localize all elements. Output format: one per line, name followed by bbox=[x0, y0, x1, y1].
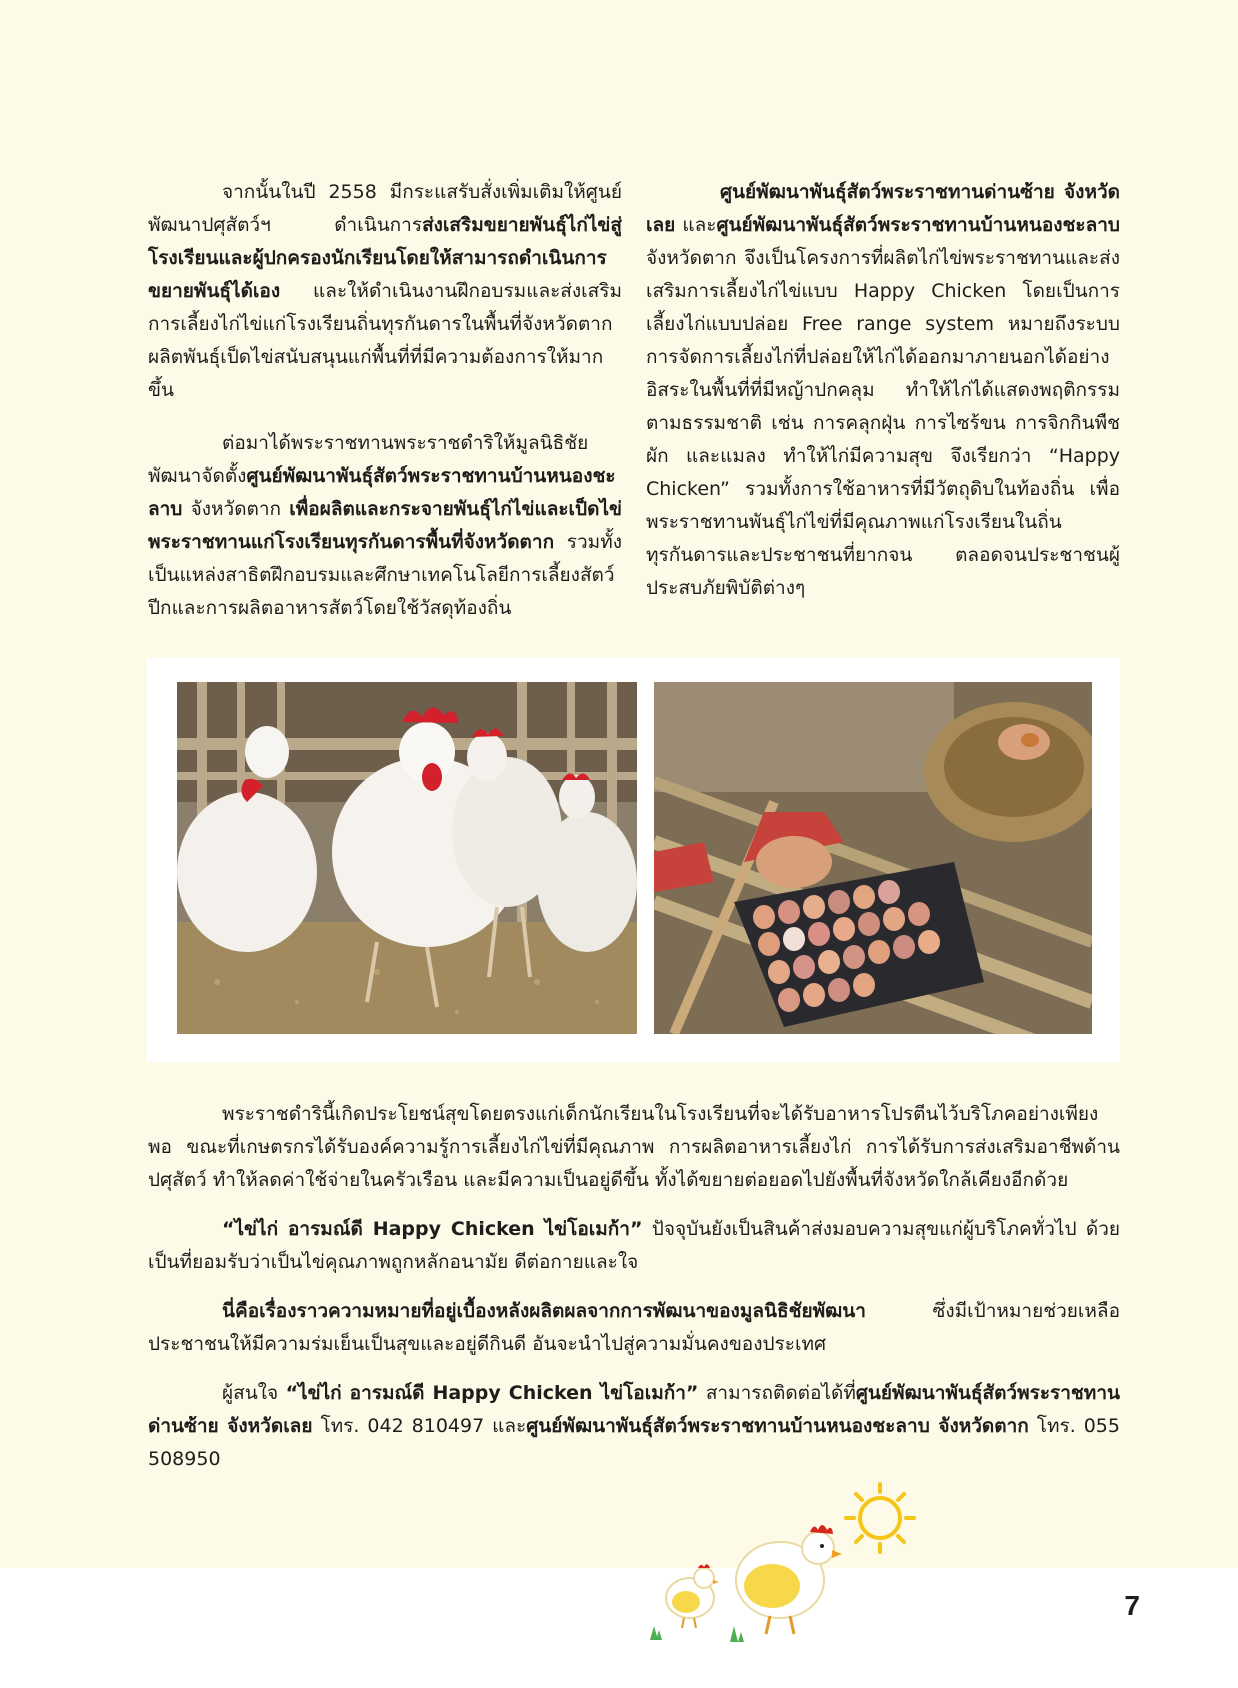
contact-paragraph: ผู้สนใจ “ไข่ไก่ อารมณ์ดี Happy Chicken ไข่โอเมก้า” สามารถติดต่อได้ที่ศูนย์พัฒนาพันธุ์สัตว์พระราชทานด่านซ้าย จังหวัดเลย โทร. 042 810497 และศูนย์พัฒนาพันธุ์สัตว์พระราชทานบ้านหนองชะลาบ จังหวัดตาก โทร. 055 508950 bbox=[148, 1382, 1120, 1470]
paragraph: ศูนย์พัฒนาพันธุ์สัตว์พระราชทานด่านซ้าย จังหวัดเลย และศูนย์พัฒนาพันธุ์สัตว์พระราชทานบ้านหนองชะลาบ จังหวัดตาก จึงเป็นโครงการที่ผลิตไก่ไข่พระราชทานและส่งเสริมการเลี้ยงไก่ไข่แบบ Happy Chicken โดยเป็นการเลี้ยงไก่แบบปล่อย Free range system หมายถึงระบบการจัดการเลี้ยงไก่ที่ปล่อยให้ไก่ได้ออกมาภายนอกได้อย่างอิสระในพื้นที่ที่มีหญ้าปกคลุม ทำให้ไก่ได้แสดงพฤติกรรมตามธรรมชาติ เช่น การคลุกฝุ่น การไซร้ขน การจิกกินพืช ผัก และแมลง ทำให้ไก่มีความสุข จึงเรียกว่า “Happy Chicken” รวมทั้งการใช้อาหารที่มีวัตถุดิบในท้องถิ่น เพื่อพระราชทานพันธุ์ไก่ไข่ที่มีคุณภาพแก่โรงเรียนในถิ่นทุรกันดารและประชาชนที่ยากจน ตลอดจนประชาชนผู้ประสบภัยพิบัติต่างๆ bbox=[646, 181, 1120, 599]
sun-icon bbox=[846, 1484, 914, 1552]
egg-tray-photo bbox=[654, 682, 1092, 1034]
paragraph: พระราชดำรินี้เกิดประโยชน์สุขโดยตรงแก่เด็กนักเรียนในโรงเรียนที่จะได้รับอาหารโปรตีนไว้บริโภคอย่างเพียงพอ ขณะที่เกษตรกรได้รับองค์ความรู้การเลี้ยงไก่ไข่ที่มีคุณภาพ การผลิตอาหารเลี้ยงไก่ การได้รับการส่งเสริมอาชีพด้านปศุสัตว์ ทำให้ลดค่าใช้จ่ายในครัวเรือน และมีความเป็นอยู่ดีขึ้น ทั้งได้ขยายต่อยอดไปยังพื้นที่จังหวัดใกล้เคียงอีกด้วย bbox=[148, 1103, 1120, 1191]
page-number: 7 bbox=[1124, 1590, 1140, 1621]
paragraph: “ไข่ไก่ อารมณ์ดี Happy Chicken ไข่โอเมก้า” ปัจจุบันยังเป็นสินค้าส่งมอบความสุขแก่ผู้บริโภคทั่วไป ด้วยเป็นที่ยอมรับว่าเป็นไข่คุณภาพถูกหลักอนามัย ดีต่อกายและใจ bbox=[148, 1218, 1121, 1273]
photo-panel bbox=[147, 658, 1120, 1062]
left-column bbox=[148, 176, 622, 645]
paragraph: ต่อมาได้พระราชทานพระราชดำริให้มูลนิธิชัยพัฒนาจัดตั้งศูนย์พัฒนาพันธุ์สัตว์พระราชทานบ้านหนองชะลาบ จังหวัดตาก เพื่อผลิตและกระจายพันธุ์ไก่ไข่และเป็ดไข่พระราชทานแก่โรงเรียนทุรกันดารพื้นที่จังหวัดตาก รวมทั้งเป็นแหล่งสาธิตฝึกอบรมและศึกษาเทคโนโลยีการเลี้ยงสัตว์ปีกและการผลิตอาหารสัตว์โดยใช้วัสดุท้องถิ่น bbox=[148, 432, 622, 619]
footer-band bbox=[0, 1568, 1238, 1688]
paragraph: จากนั้นในปี 2558 มีกระแสรับสั่งเพิ่มเติมให้ศูนย์พัฒนาปศุสัตว์ฯ ดำเนินการส่งเสริมขยายพันธุ์ไก่ไข่สู่โรงเรียนและผู้ปกครองนักเรียนโดยให้สามารถดำเนินการขยายพันธุ์ได้เอง และให้ดำเนินงานฝึกอบรมและส่งเสริมการเลี้ยงไก่ไข่แก่โรงเรียนถิ่นทุรกันดารในพื้นที่จังหวัดตาก ผลิตพันธุ์เป็ดไข่สนับสนุนแก่พื้นที่ที่มีความต้องการให้มากขึ้น bbox=[148, 181, 622, 401]
paragraph: นี่คือเรื่องราวความหมายที่อยู่เบื้องหลังผลิตผลจากการพัฒนาของมูลนิธิชัยพัฒนา ซึ่งมีเป้าหมายช่วยเหลือประชาชนให้มีความร่มเย็นเป็นสุขและอยู่ดีกินดี อันจะนำไปสู่ความมั่นคงของประเทศ bbox=[148, 1300, 1120, 1355]
body-text bbox=[148, 1098, 1120, 1492]
right-column bbox=[646, 176, 1120, 625]
chick-icon bbox=[666, 1564, 719, 1628]
grass-icon bbox=[650, 1626, 744, 1642]
white-chickens-photo bbox=[177, 682, 637, 1034]
chicken-icon bbox=[736, 1525, 842, 1634]
cartoon-chickens-sun bbox=[630, 1470, 930, 1650]
